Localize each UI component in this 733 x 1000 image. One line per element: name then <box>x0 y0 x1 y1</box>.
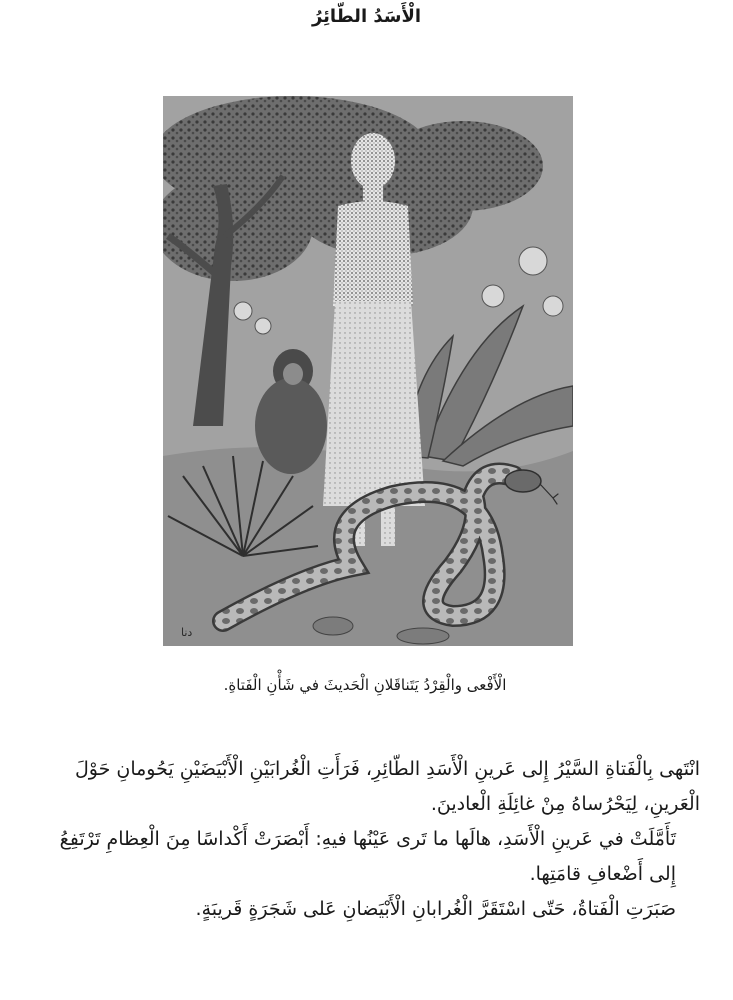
story-paragraph: صَبَرَتِ الْفَتاةُ، حَتّى اسْتَقَرَّ الْغُرابانِ الْأَبْيَضانِ عَلى شَجَرَةٍ قَريبَةٍ. <box>195 898 676 920</box>
story-text <box>30 752 700 927</box>
story-paragraph: تَأَمَّلَتْ في عَرينِ الْأَسَدِ، هالَها ما تَرى عَيْنُها فيهِ: أَبْصَرَتْ أَكْداسًا مِنَ الْعِظامِ تَرْتَفِعُ إِلى أَضْعافِ قامَتِها. <box>59 828 676 885</box>
artist-signature: دنا <box>181 626 193 639</box>
illustration-caption: الْأَفْعى والْقِرْدُ يَتَناقَلانِ الْحَديثَ في شَأْنِ الْفَتاةِ. <box>223 676 507 694</box>
story-paragraph: انْتَهى بِالْفَتاةِ السَّيْرُ إِلى عَرينِ الْأَسَدِ الطّائِرِ، فَرَأَتِ الْغُرابَيْنِ الْأَبْيَضَيْنِ يَحُومانِ حَوْلَ الْعَرينِ، لِيَحْرُساهُ مِنْ غائِلَةِ الْعادينَ. <box>74 758 700 815</box>
page-title: الْأَسَدُ الطّائِرُ <box>311 6 422 27</box>
story-illustration <box>163 96 573 646</box>
